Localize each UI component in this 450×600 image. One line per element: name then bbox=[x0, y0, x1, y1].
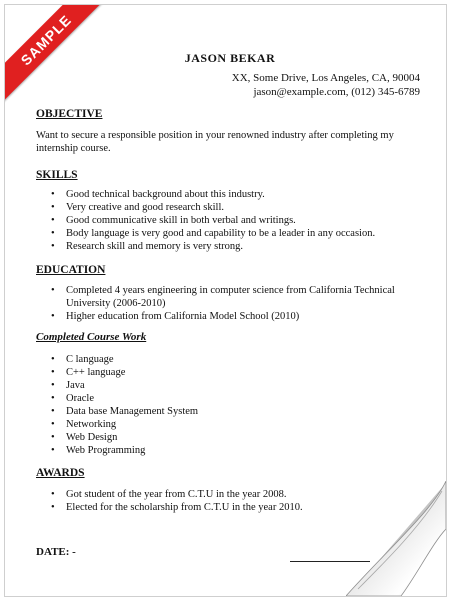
list-item: • Data base Management System bbox=[36, 405, 431, 418]
list-item: • C++ language bbox=[36, 366, 431, 379]
list-item: • Research skill and memory is very strong. bbox=[36, 240, 431, 253]
coursework-list bbox=[36, 353, 431, 457]
list-item: • Good communicative skill in both verbal and writings. bbox=[36, 214, 431, 227]
list-item: • Got student of the year from C.T.U in the year 2008. bbox=[36, 488, 431, 501]
list-item: • Completed 4 years engineering in computer science from California Technical University (2006-2010) bbox=[36, 284, 431, 310]
list-item: • Elected for the scholarship from C.T.U in the year 2010. bbox=[36, 501, 431, 514]
skills-list bbox=[36, 188, 431, 253]
objective-text: Want to secure a responsible position in your renowned industry after completing my internship course. bbox=[36, 130, 394, 154]
list-item: • Very creative and good research skill. bbox=[36, 201, 431, 214]
list-item: • Networking bbox=[36, 418, 431, 431]
resume-page bbox=[4, 4, 447, 597]
contact-block bbox=[232, 71, 420, 99]
applicant-name: JASON BEKAR bbox=[184, 51, 276, 65]
sample-banner: SAMPLE bbox=[4, 4, 108, 102]
page-curl-icon bbox=[346, 481, 446, 596]
list-item: • Java bbox=[36, 379, 431, 392]
list-item: • Good technical background about this industry. bbox=[36, 188, 431, 201]
list-item: • Oracle bbox=[36, 392, 431, 405]
list-item: • Web Programming bbox=[36, 444, 431, 457]
list-item: • C language bbox=[36, 353, 431, 366]
education-list bbox=[36, 284, 431, 323]
address-line: XX, Some Drive, Los Angeles, CA, 90004 bbox=[231, 72, 420, 84]
awards-heading: AWARDS bbox=[36, 467, 85, 479]
list-item: • Web Design bbox=[36, 431, 431, 444]
education-heading: EDUCATION bbox=[36, 264, 106, 276]
objective-heading: OBJECTIVE bbox=[36, 108, 103, 120]
skills-heading: SKILLS bbox=[36, 169, 78, 181]
list-item: • Body language is very good and capability to be a leader in any occasion. bbox=[36, 227, 431, 240]
email-phone-line: jason@example.com, (012) 345-6789 bbox=[253, 86, 420, 98]
list-item: • Higher education from California Model School (2010) bbox=[36, 310, 431, 323]
date-label: DATE: - bbox=[36, 546, 76, 558]
coursework-heading: Completed Course Work bbox=[36, 331, 147, 343]
